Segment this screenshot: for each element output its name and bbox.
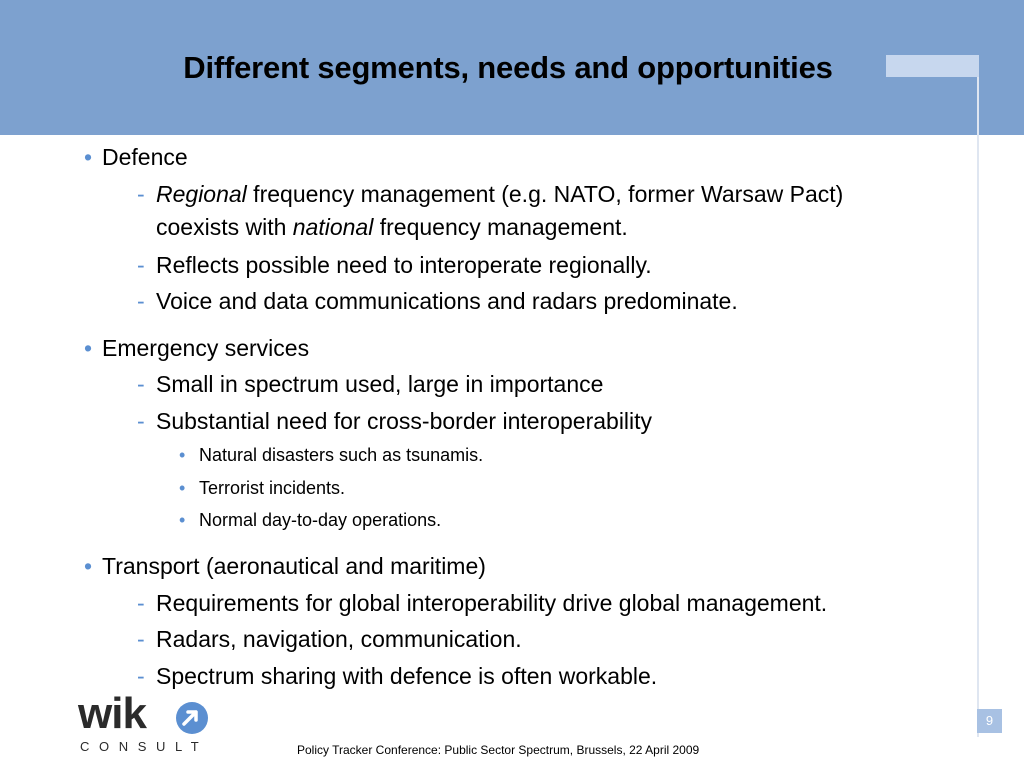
sub-sub-text: Natural disasters such as tsunamis. [199, 445, 484, 465]
sub-sub-text: Normal day-to-day operations. [199, 510, 442, 530]
sub-text-italic: national [292, 214, 374, 240]
list-item-emergency-sub2 [137, 408, 652, 435]
list-item-transport [84, 553, 486, 580]
list-item-defence-sub1-line2 [156, 214, 628, 241]
list-item-defence-sub2 [137, 252, 652, 279]
bullet-text: Emergency services [102, 335, 310, 361]
list-item-transport-sub1 [137, 590, 827, 617]
dash-icon: - [137, 181, 145, 207]
sub-sub-text: Terrorist incidents. [199, 478, 346, 498]
logo-wordmark: wik [78, 689, 146, 738]
bullet-icon: • [179, 445, 186, 465]
bullet-icon: • [84, 144, 93, 170]
bullet-icon: • [84, 335, 93, 361]
page-number: 9 [977, 709, 1002, 733]
dash-icon: - [137, 252, 145, 278]
footer-caption: Policy Tracker Conference: Public Sector Spectrum, Brussels, 22 April 2009 [297, 743, 700, 757]
list-item-defence-sub3 [137, 288, 738, 315]
sub-text: Radars, navigation, communication. [156, 626, 522, 652]
dash-icon: - [137, 663, 145, 689]
list-item-transport-sub3 [137, 663, 657, 690]
list-item-defence-sub1 [137, 181, 843, 208]
list-item-defence [84, 144, 188, 171]
dash-icon: - [137, 408, 145, 434]
dash-icon: - [137, 590, 145, 616]
sub-text: Spectrum sharing with defence is often workable. [156, 663, 658, 689]
list-item-emergency [84, 335, 309, 362]
sub-text: Requirements for global interoperability drive global management. [156, 590, 828, 616]
sub-text: Voice and data communications and radars predominate. [156, 288, 738, 314]
bullet-icon: • [179, 510, 186, 530]
wik-consult-logo [78, 689, 218, 756]
bullet-icon: • [84, 553, 93, 579]
list-item-emergency-sub2-item1 [179, 445, 483, 466]
wik-arrow-circle-icon [174, 700, 210, 736]
bullet-text: Transport (aeronautical and maritime) [102, 553, 486, 579]
list-item-emergency-sub2-item2 [179, 478, 345, 499]
logo-subtitle: CONSULT [80, 739, 209, 754]
slide-title: Different segments, needs and opportunities [183, 50, 833, 85]
list-item-transport-sub2 [137, 626, 522, 653]
bullet-icon: • [179, 478, 186, 498]
sub-text: Reflects possible need to interoperate regionally. [156, 252, 652, 278]
bullet-text: Defence [102, 144, 188, 170]
sub-text-italic: Regional [156, 181, 247, 207]
dash-icon: - [137, 626, 145, 652]
dash-icon: - [137, 288, 145, 314]
list-item-emergency-sub2-item3 [179, 510, 441, 531]
list-item-emergency-sub1 [137, 371, 603, 398]
sub-text: coexists with [156, 214, 293, 240]
sub-text: Substantial need for cross-border interoperability [156, 408, 653, 434]
sub-text: Small in spectrum used, large in importance [156, 371, 604, 397]
dash-icon: - [137, 371, 145, 397]
sub-text: frequency management. [373, 214, 628, 240]
sub-text: frequency management (e.g. NATO, former Warsaw Pact) [246, 181, 844, 207]
